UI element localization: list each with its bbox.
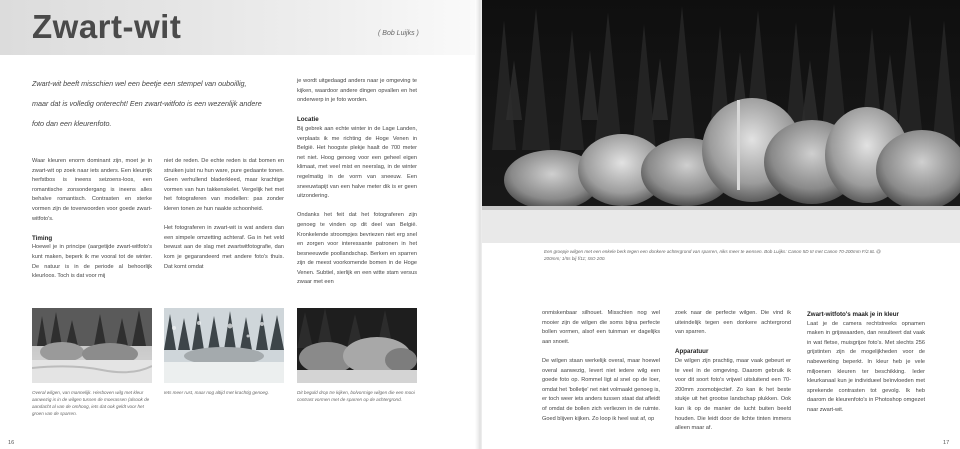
body-paragraph: Waar kleuren enorm dominant zijn, moet je in zwart-wit op zoek naar iets anders. Een kleurrijk herfstbos is ineens seizoens-loos, een romantische zonsondergang is ineens alles behalve romantisch. Contrasten en sterke vormen zijn de toverwoorden voor goede zwart-witfoto's. (32, 158, 152, 222)
hero-photo-willows-against-spruce (482, 0, 960, 243)
body-paragraph: Laat je de camera rechtstreeks opnamen maken in grijswaarden, dan resulteert dat vaak in wat fletse, muisgrijze foto's. Met slechts 256 grijstinten zijn de mogelijkheden voor de nabewerking beperkt. In kleur heb je vele miljoenen kleuren ter beschikking. Ieder kleurkanaal kun je individueel beïnvloeden met sprekende contrasten tot gevolg. Ik heb daarom de kleurenfoto's in Photoshop omgezet naar zwart-wit. (807, 320, 925, 413)
body-paragraph: Ondanks het feit dat het fotograferen zijn genoeg te vinden op dit deel van België. Kronkelende stroompjes bevriezen niet erg snel en zorgen voor interessante patronen in het besneeuwde poollandschap. Berken en sparren zijn de meest voorkomende bomen in de Hoge Venen. Subtiel, sierlijk en een witte stam versus zwaar met een (297, 212, 417, 286)
body-paragraph: je wordt uitgedaagd anders naar je omgeving te kijken, waardoor andere dingen opvallen en het onderwerp in je foto worden. (297, 78, 417, 104)
right-column-3 (807, 309, 925, 425)
article-title: Zwart-wit (32, 8, 182, 45)
body-paragraph: De wilgen staan werkelijk overal, maar hoewel overal aanwezig, levert niet iedere wilg een goede foto op. Rommel ligt al snel op de loer, omdat het 'bolletje' net niet volmaakt genoeg is, er toch weer iets anders tussen staat dat afleidt of omdat de bollen zich verliezen in de ruimte. Goed blijven kijken. Zo loop ik heel wat af, op (542, 357, 660, 422)
body-paragraph: Het fotograferen in zwart-wit is wat anders dan een simpele omzetting achteraf. Ga in het veld bewust aan de slag met zwartwitfotografie, dan kom je gegarandeerd met andere foto's thuis. Dat komt omdat (164, 225, 284, 270)
right-column-2 (675, 309, 791, 443)
intro-line: foto dan een kleurenfoto. (32, 119, 112, 128)
photo-caption: Dit beguld drop tre kijken, bolvormige wilgen die een mooi contrast vormen met de sparren op de achtergrond. (297, 390, 415, 402)
subheading-locatie: Locatie (297, 116, 319, 124)
subheading-kleur: Zwart-witfoto's maak je in kleur (807, 311, 899, 318)
left-column-3 (297, 77, 417, 298)
photo-caption: Iets meer rust, maar nog altijd met krachtig genoeg. (164, 390, 269, 395)
body-paragraph: Hoewel je in principe (aargetijde zwart-witfoto's kunt maken, beperk ik me vooral tot de winter. De natuur is in de periode al behoorlijk kleurloos. Toch is dat voor mij (32, 244, 152, 280)
photo-winter-willows-1 (32, 308, 152, 383)
body-paragraph: onmiskenbaar silhouet. Misschien nog wel mooier zijn de wilgen die soms bijna perfecte bollen vormen, alsof een tuinman er dagelijks aan snoeit. (542, 310, 660, 345)
photo-caption: Overal wilgen, van mannelijk. Hierboven wilg met kleur aanwezig is in de wilgen tussen de moerassen (alsook de aandacht al van de omhoog, iets dat ook geldt voor het groen van de sparren. (32, 390, 150, 416)
body-paragraph: De wilgen zijn prachtig, maar vaak gebeurt er te veel in de omgeving. Daarom gebruik ik voor dit soort foto's vrijwel uitsluitend een 70-200mm zoomobjectief. Zo kan ik het beste stukje uit het grootse landschap plukken. Ook kan ik op de manier de lucht buiten beeld houden. Die leidt door de lichte tinten immers alleen maar af. (675, 357, 791, 432)
photo-winter-willows-2 (164, 308, 284, 383)
page-number-left: 16 (8, 440, 15, 446)
right-column-1 (542, 309, 660, 434)
left-page (0, 0, 478, 449)
subheading-timing: Timing (32, 234, 53, 242)
left-column-1 (32, 157, 152, 291)
subheading-apparatuur: Apparatuur (675, 348, 709, 356)
left-column-2 (164, 157, 284, 282)
body-paragraph: niet de reden. De echte reden is dat bomen en struiken juist nu hun ware, pure gedaante tonen. Geen verhullend bladerkleed, maar krachtige vormen van hun takkenskelet. Vergelijk het met het fotograferen van modellen: pas zonder kleren tonen ze hun naakte schoonheid. (164, 158, 284, 212)
article-intro (32, 74, 282, 134)
hero-photo-caption: Een groepje wilgen met een enkele berk tegen een donkere achtergrond van sparren, niks meer te wensen. Bob Luijks: Canon 5D III met Canon 70-200mm F/2.8L @ 200mm; 1/5s bij f/11; ISO 200. (544, 249, 881, 261)
photo-willow-bushes-bw (297, 308, 417, 383)
page-number-right: 17 (943, 440, 950, 446)
article-author: ( Bob Luijks ) (378, 30, 419, 37)
body-paragraph: zoek naar de perfecte wilgen. Die vind ik uiteindelijk tegen een donkere achtergrond van sparren. (675, 310, 791, 336)
right-page (482, 0, 960, 449)
body-paragraph: Bij gebrek aan echte winter in de Lage Landen, verplaats ik me richting de Hoge Venen in België. Het hoogste plekje haalt de 700 meter net niet. Hoog genoeg voor een geheel eigen klimaat, met veel mist en neerslag, in de winter regelmatig in de vorm van sneeuw. Een sneeuwtapijt van een halve meter dik is er geen uitzondering. (297, 125, 417, 200)
intro-line: Zwart-wit beeft misschien wel een beetje een stempel van ouboillig, (32, 79, 247, 88)
intro-line: maar dat is volledig onterecht! Een zwart-witfoto is een wezenlijk andere (32, 99, 262, 108)
